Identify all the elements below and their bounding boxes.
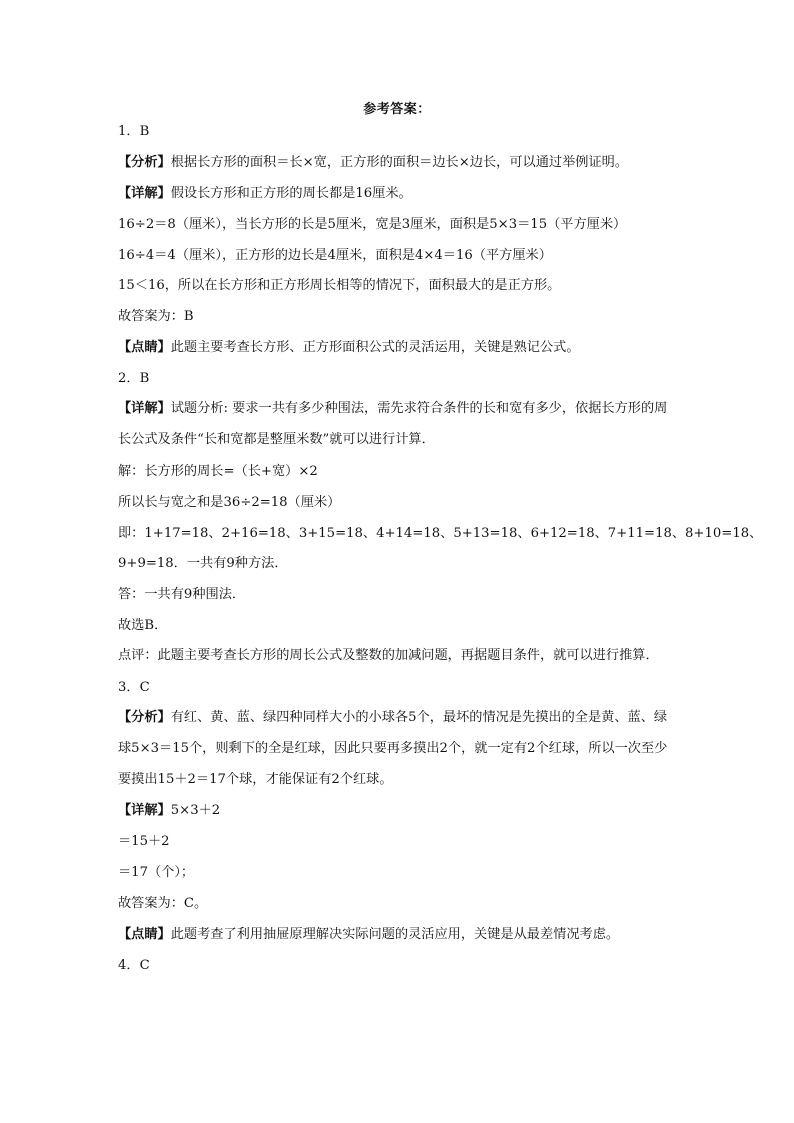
answer-line — [118, 493, 678, 512]
answer-line — [118, 307, 678, 326]
line-text: 4．C — [118, 957, 150, 973]
answer-line — [118, 894, 678, 913]
line-text: 16÷2＝8（厘米），当长方形的长是5厘米，宽是3厘米，面积是5×3＝15（平方厘米） — [118, 216, 627, 232]
line-text: ＝17（个）； — [118, 865, 195, 881]
answer-line — [118, 369, 678, 388]
line-text: 即：1+17=18、2+16=18、3+15=18、4+14=18、5+13=18、6+12=18、7+11=18、8+10=18、 — [118, 525, 763, 541]
section-tag: 【点睛】 — [118, 926, 171, 942]
line-text: 此题主要考查长方形、正方形面积公式的灵活运用，关键是熟记公式。 — [170, 340, 580, 356]
line-text: 此题考查了利用抽屉原理解决实际问题的灵活应用，关键是从最差情况考虑。 — [170, 926, 620, 942]
section-tag: 【分析】 — [118, 154, 171, 170]
answer-line — [118, 215, 678, 234]
line-text: 故选B． — [118, 618, 168, 634]
answer-line — [118, 122, 678, 141]
answer-line — [118, 184, 678, 203]
section-tag: 【分析】 — [118, 709, 171, 725]
answer-line — [118, 956, 678, 975]
line-text: 试题分析: 要求一共有多少种围法，需先求符合条件的长和宽有多少，依据长方形的周长公式及条件“长和宽都是整厘米数”就可以进行计算． — [118, 401, 668, 447]
answer-line — [118, 863, 678, 882]
line-text: 9+9=18．一共有9种方法． — [118, 556, 288, 572]
answer-line — [118, 394, 678, 456]
answer-line — [118, 338, 678, 357]
answer-line — [118, 462, 678, 481]
section-tag: 【详解】 — [118, 803, 171, 819]
line-text: 15＜16，所以在长方形和正方形周长相等的情况下，面积最大的是正方形。 — [118, 278, 561, 294]
section-tag: 【详解】 — [118, 401, 171, 417]
answer-line — [118, 554, 678, 573]
line-text: 解：长方形的周长=（长+宽）×2 — [118, 463, 318, 479]
section-tag: 【点睛】 — [118, 340, 171, 356]
line-text: 有红、黄、蓝、绿四种同样大小的小球各5个，最坏的情况是先摸出的全是黄、蓝、绿球5×3＝15个，则剩下的全是红球，因此只要再多摸出2个，就一定有2个红球，所以一次至少要摸出15＋2＝17个球，才能保证有2个红球。 — [118, 709, 668, 787]
line-text: 假设长方形和正方形的周长都是16厘米。 — [170, 185, 412, 201]
line-text: 根据长方形的面积＝长×宽，正方形的面积＝边长×边长，可以通过举例证明。 — [170, 154, 629, 170]
line-text: 故答案为：B — [118, 309, 194, 325]
section-tag: 【详解】 — [118, 185, 171, 201]
answer-line — [118, 801, 678, 820]
answer-line — [118, 585, 678, 604]
line-text: 3．C — [118, 679, 150, 695]
answer-line — [118, 832, 678, 851]
line-text: 点评：此题主要考查长方形的周长公式及整数的加减问题，再据题目条件，就可以进行推算． — [118, 648, 659, 664]
answer-line — [118, 524, 763, 543]
answer-line — [118, 925, 678, 944]
answer-line — [118, 703, 678, 796]
answer-line — [118, 678, 678, 697]
page-title: 参考答案： — [363, 102, 431, 117]
line-text: 所以长与宽之和是36÷2=18（厘米） — [118, 494, 341, 510]
line-text: 故答案为：C。 — [118, 896, 208, 912]
line-text: ＝15＋2 — [118, 834, 170, 850]
line-text: 16÷4＝4（厘米），正方形的边长是4厘米，面积是4×4＝16（平方厘米） — [118, 247, 552, 263]
answer-line — [118, 246, 678, 265]
line-text: 1．B — [118, 124, 150, 139]
answer-line — [118, 641, 678, 672]
line-text: 答：一共有9种围法． — [118, 587, 246, 603]
answer-line — [118, 616, 678, 635]
line-text: 2．B — [118, 371, 150, 387]
answer-line — [118, 153, 678, 172]
answer-content — [118, 122, 763, 987]
line-text: 5×3＋2 — [170, 803, 221, 819]
answer-line — [118, 276, 678, 295]
